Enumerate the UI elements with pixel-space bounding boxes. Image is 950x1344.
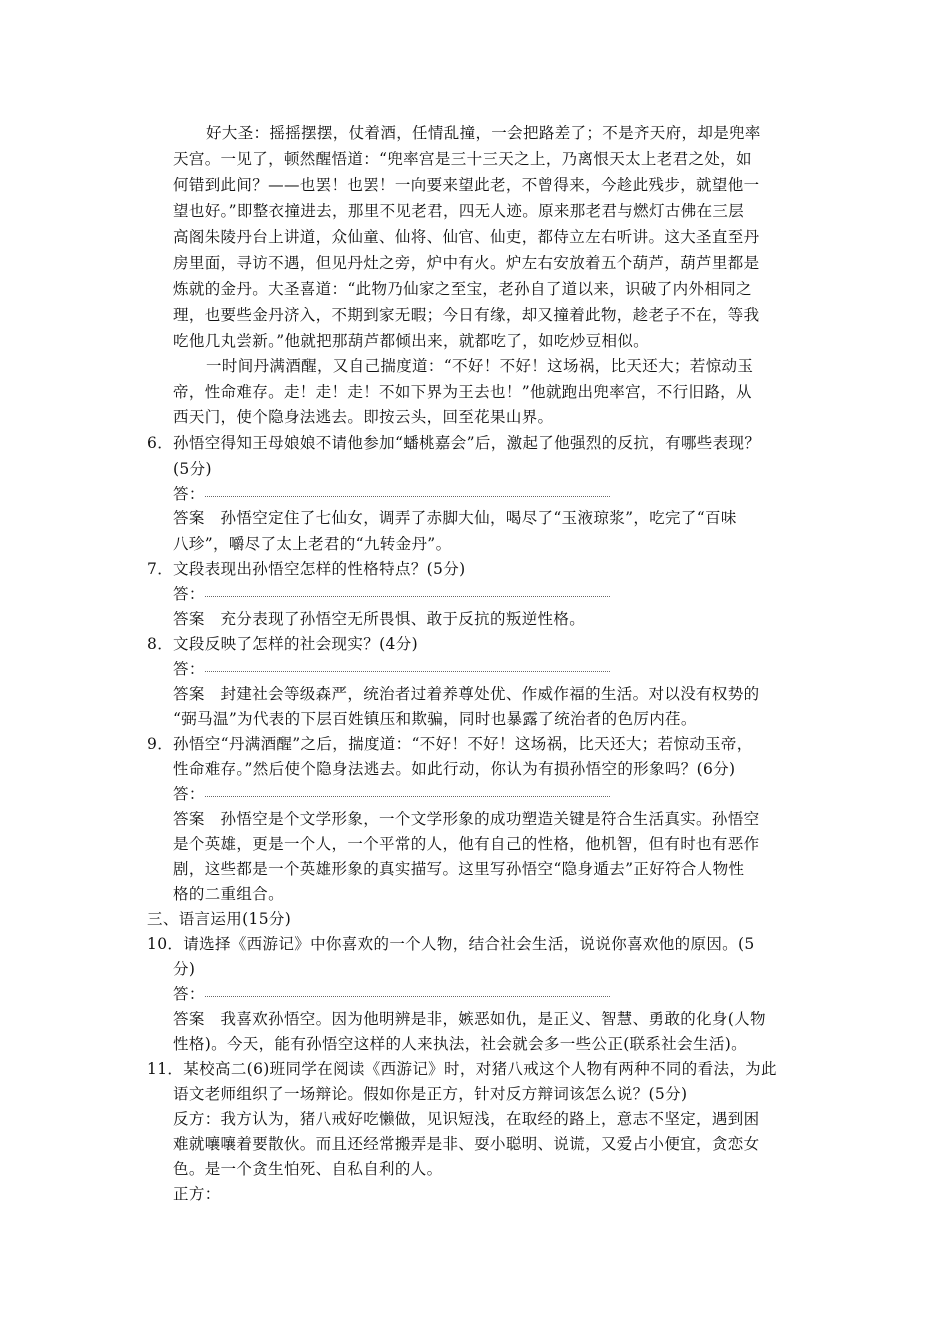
passage-line: 何错到此间？——也罢！也罢！一向要来望此老，不曾得来，今趁此残步，就望他一	[173, 176, 760, 194]
answer-key: 答案 我喜欢孙悟空。因为他明辨是非，嫉恶如仇，是正义、智慧、勇敢的化身(人物	[173, 1010, 766, 1028]
passage-line: 房里面，寻访不遇，但见丹灶之旁，炉中有火。炉左右安放着五个葫芦，葫芦里都是	[173, 254, 760, 272]
answer-key: 八珍”，嚼尽了太上老君的“九转金丹”。	[173, 535, 452, 553]
question-8: 8．文段反映了怎样的社会现实？(4分)	[147, 635, 418, 653]
answer-key: 答案 封建社会等级森严，统治者过着养尊处优、作威作福的生活。对以没有权势的	[173, 685, 760, 703]
question-10: 10．请选择《西游记》中你喜欢的一个人物，结合社会生活，说说你喜欢他的原因。(5	[147, 935, 755, 953]
passage-line: 望也好。”即整衣撞进去，那里不见老君，四无人迹。原来那老君与燃灯古佛在三层	[173, 202, 745, 220]
passage-line: 西天门，使个隐身法逃去。即按云头，回至花果山界。	[173, 408, 554, 426]
answer-key: “弼马温”为代表的下层百姓镇压和欺骗，同时也暴露了统治者的色厉内荏。	[173, 710, 697, 728]
answer-key: 答案 充分表现了孙悟空无所畏惧、敢于反抗的叛逆性格。	[173, 610, 586, 628]
passage-line: 帝，性命难存。走！走！走！不如下界为王去也！”他就跑出兜率宫，不行旧路，从	[173, 383, 752, 401]
question-11-continued: 语文老师组织了一场辩论。假如你是正方，针对反方辩词该怎么说？(5分)	[173, 1085, 688, 1103]
answer-blank[interactable]	[205, 796, 610, 797]
answer-key: 是个英雄，更是一个人，一个平常的人，他有自己的性格，他机智，但有时也有恶作	[173, 835, 760, 853]
answer-label: 答：	[173, 660, 205, 678]
passage-line: 天宫。一见了，顿然醒悟道：“兜率宫是三十三天之上，乃离恨天太上老君之处，如	[173, 150, 752, 168]
section-heading: 三、语言运用(15分)	[147, 910, 292, 928]
answer-label: 答：	[173, 485, 205, 503]
answer-blank[interactable]	[205, 671, 610, 672]
passage-line: 高阁朱陵丹台上讲道，众仙童、仙将、仙官、仙吏，都侍立左右听讲。这大圣直至丹	[173, 228, 760, 246]
answer-label: 答：	[173, 785, 205, 803]
answer-key: 性格)。今天，能有孙悟空这样的人来执法，社会就会多一些公正(联系社会生活)。	[173, 1035, 747, 1053]
passage-line: 吃他几丸尝新。”他就把那葫芦都倾出来，就都吃了，如吃炒豆相似。	[173, 332, 650, 350]
question-6-continued: (5分)	[173, 460, 212, 478]
answer-label: 答：	[173, 985, 205, 1003]
passage-line: 理，也要些金丹济入，不期到家无暇；今日有缘，却又撞着此物，趁老子不在，等我	[173, 306, 760, 324]
question-6: 6．孙悟空得知王母娘娘不请他参加“蟠桃嘉会”后，激起了他强烈的反抗，有哪些表现？	[147, 434, 761, 452]
answer-blank[interactable]	[205, 996, 610, 997]
opponent-argument: 色。是一个贪生怕死、自私自利的人。	[173, 1160, 443, 1178]
passage-line: 一时间丹满酒醒，又自己揣度道：“不好！不好！这场祸，比天还大；若惊动玉	[206, 357, 754, 375]
question-11: 11．某校高二(6)班同学在阅读《西游记》时，对猪八戒这个人物有两种不同的看法，为此	[147, 1060, 777, 1078]
answer-key: 答案 孙悟空定住了七仙女，调弄了赤脚大仙，喝尽了“玉液琼浆”，吃完了“百味	[173, 509, 737, 527]
question-7: 7．文段表现出孙悟空怎样的性格特点？(5分)	[147, 560, 466, 578]
answer-blank[interactable]	[205, 596, 610, 597]
question-9: 9．孙悟空“丹满酒醒”之后，揣度道：“不好！不好！这场祸，比天还大；若惊动玉帝，	[147, 735, 753, 753]
question-10-continued: 分)	[173, 960, 196, 978]
opponent-argument: 反方：我方认为，猪八戒好吃懒做，见识短浅，在取经的路上，意志不坚定，遇到困	[173, 1110, 760, 1128]
passage-line: 炼就的金丹。大圣喜道：“此物乃仙家之至宝，老孙自了道以来，识破了内外相同之	[173, 280, 752, 298]
answer-label: 答：	[173, 585, 205, 603]
answer-key: 格的二重组合。	[173, 885, 284, 903]
passage-line: 好大圣：摇摇摆摆，仗着酒，任情乱撞，一会把路差了；不是齐天府，却是兜率	[206, 124, 761, 142]
question-9-continued: 性命难存。”然后使个隐身法逃去。如此行动，你认为有损孙悟空的形象吗？(6分)	[173, 760, 736, 778]
proponent-label: 正方：	[173, 1185, 221, 1203]
answer-blank[interactable]	[205, 496, 610, 497]
answer-key: 剧，这些都是一个英雄形象的真实描写。这里写孙悟空“隐身遁去”正好符合人物性	[173, 860, 745, 878]
answer-key: 答案 孙悟空是个文学形象，一个文学形象的成功塑造关键是符合生活真实。孙悟空	[173, 810, 760, 828]
opponent-argument: 难就嚷嚷着要散伙。而且还经常搬弄是非、耍小聪明、说谎，又爱占小便宜，贪恋女	[173, 1135, 760, 1153]
